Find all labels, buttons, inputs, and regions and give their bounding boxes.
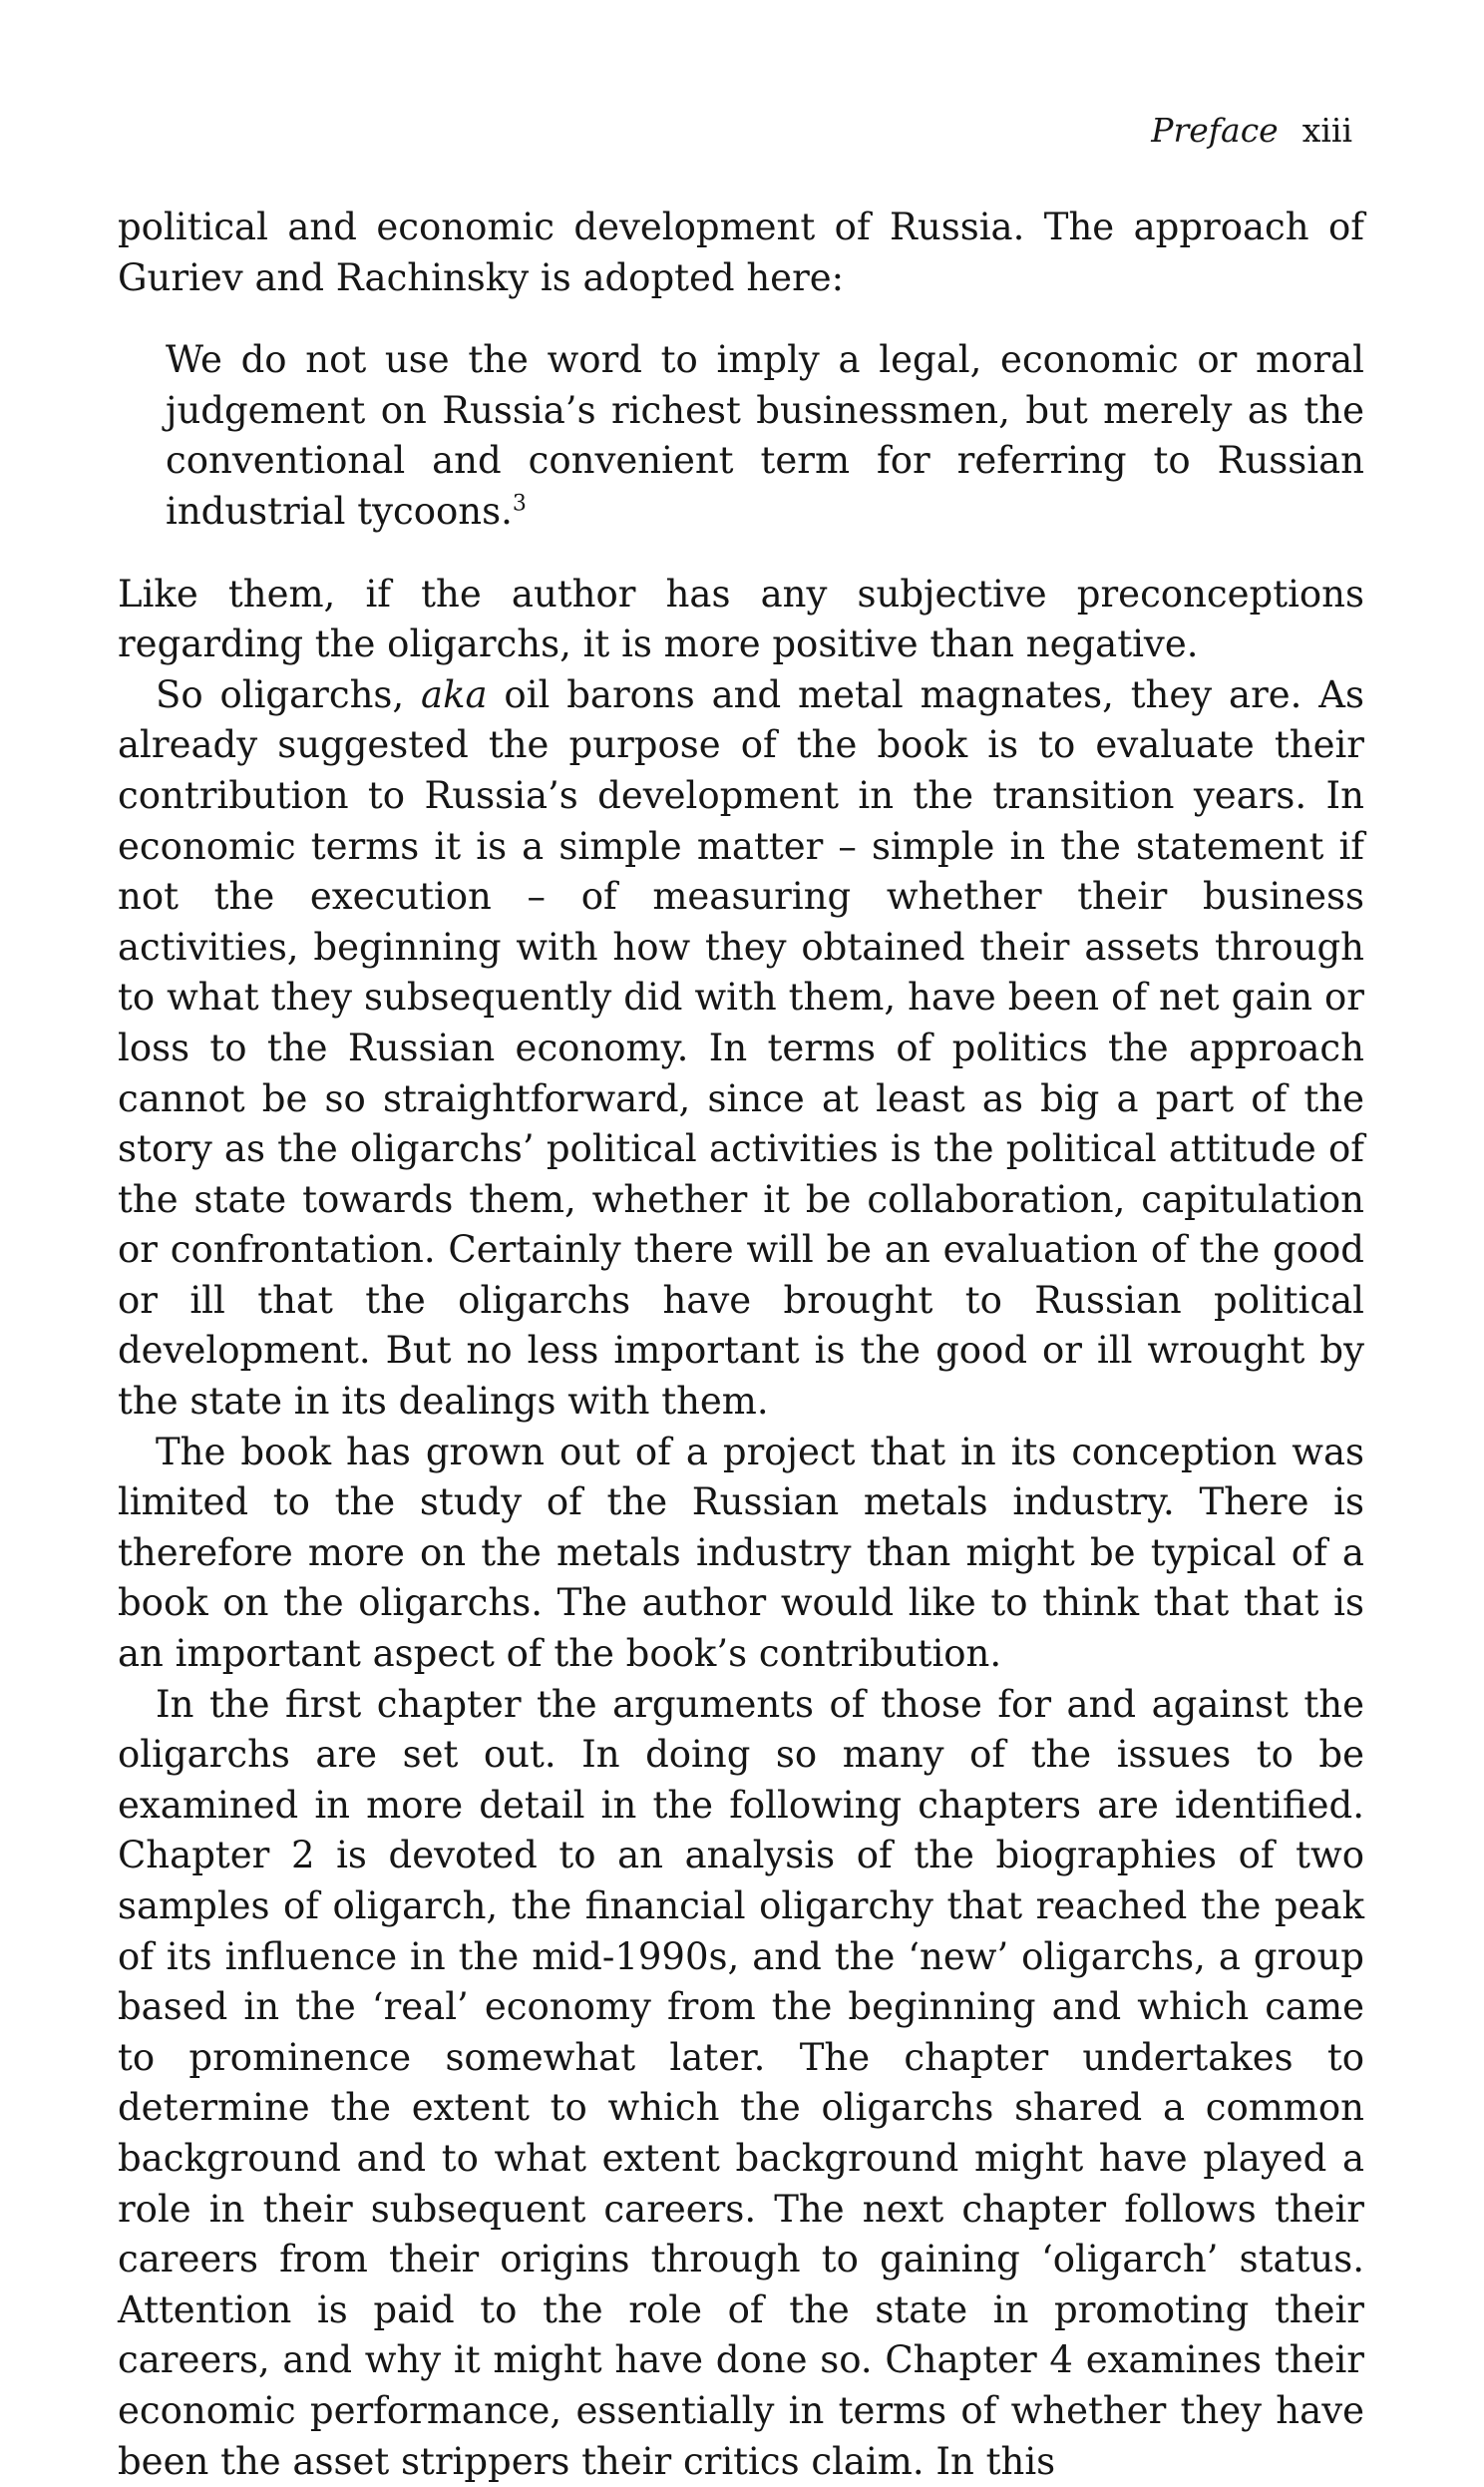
paragraph-oligarchs-purpose [118, 670, 1364, 1428]
italic-term: aka [421, 672, 488, 716]
paragraph-after-quote: Like them, if the author has any subjective preconceptions regarding the oligarchs, it is more positive than negative. [118, 572, 1364, 666]
paragraph-continuation: political and economic development of Russia. The approach of Guriev and Rachinsky is adopted here: [118, 206, 1364, 299]
body-text [118, 203, 1364, 2487]
paragraph-text: So oligarchs, [156, 672, 422, 716]
footnote-reference: 3 [512, 491, 527, 517]
page-number: xiii [1301, 111, 1352, 150]
paragraph-chapter-overview: In the first chapter the arguments of those for and against the oligarchs are set out. In doing so many of the issues to be examined in more detail in the following chapters are identified. Chapter 2 is devoted to an analysis of the biographies of two samples of oligarch, the financial oligarchy that reached the peak of its influence in the mid-1990s, and the ‘new’ oligarchs, a group based in the ‘real’ economy from the beginning and which came to prominence somewhat later. The chapter undertakes to determine the extent to which the oligarchs shared a common background and to what extent background might have played a role in their subsequent careers. The next chapter follows their careers from their origins through to gaining ‘oligarch’ status. Attention is paid to the role of the state in promoting their careers, and why it might have done so. Chapter 4 examines their economic performance, essentially in terms of whether they have been the asset strippers their critics claim. In this [118, 1682, 1364, 2483]
block-quote [166, 335, 1364, 537]
block-quote-text: We do not use the word to imply a legal, economic or moral judgement on Russia’s richest businessmen, but merely as the conventional and convenient term for referring to Russian industrial tycoons. [166, 338, 1364, 533]
paragraph-book-origin: The book has grown out of a project that in its conception was limited to the study of the Russian metals industry. There is therefore more on the metals industry than might be typical of a book on the oligarchs. The author would like to think that that is an important aspect of the book’s contribution. [118, 1430, 1364, 1676]
running-head [1151, 111, 1352, 150]
running-head-title: Preface [1151, 111, 1279, 150]
paragraph-text: oil barons and metal magnates, they are. As already suggested the purpose of the book is to evaluate their contribution to Russia’s development in the transition years. In economic terms it is a simple matter – simple in the statement if not the execution – of measuring whether their business activities, beginning with how they obtained their assets through to what they subsequently did with them, have been of net gain or loss to the Russian economy. In terms of politics the approach cannot be so straightforward, since at least as big a part of the story as the oligarchs’ political activities is the political attitude of the state towards them, whether it be collaboration, capitulation or confrontation. Certainly there will be an evaluation of the good or ill that the oligarchs have brought to Russian political development. But no less important is the good or ill wrought by the state in its dealings with them. [118, 672, 1365, 1424]
